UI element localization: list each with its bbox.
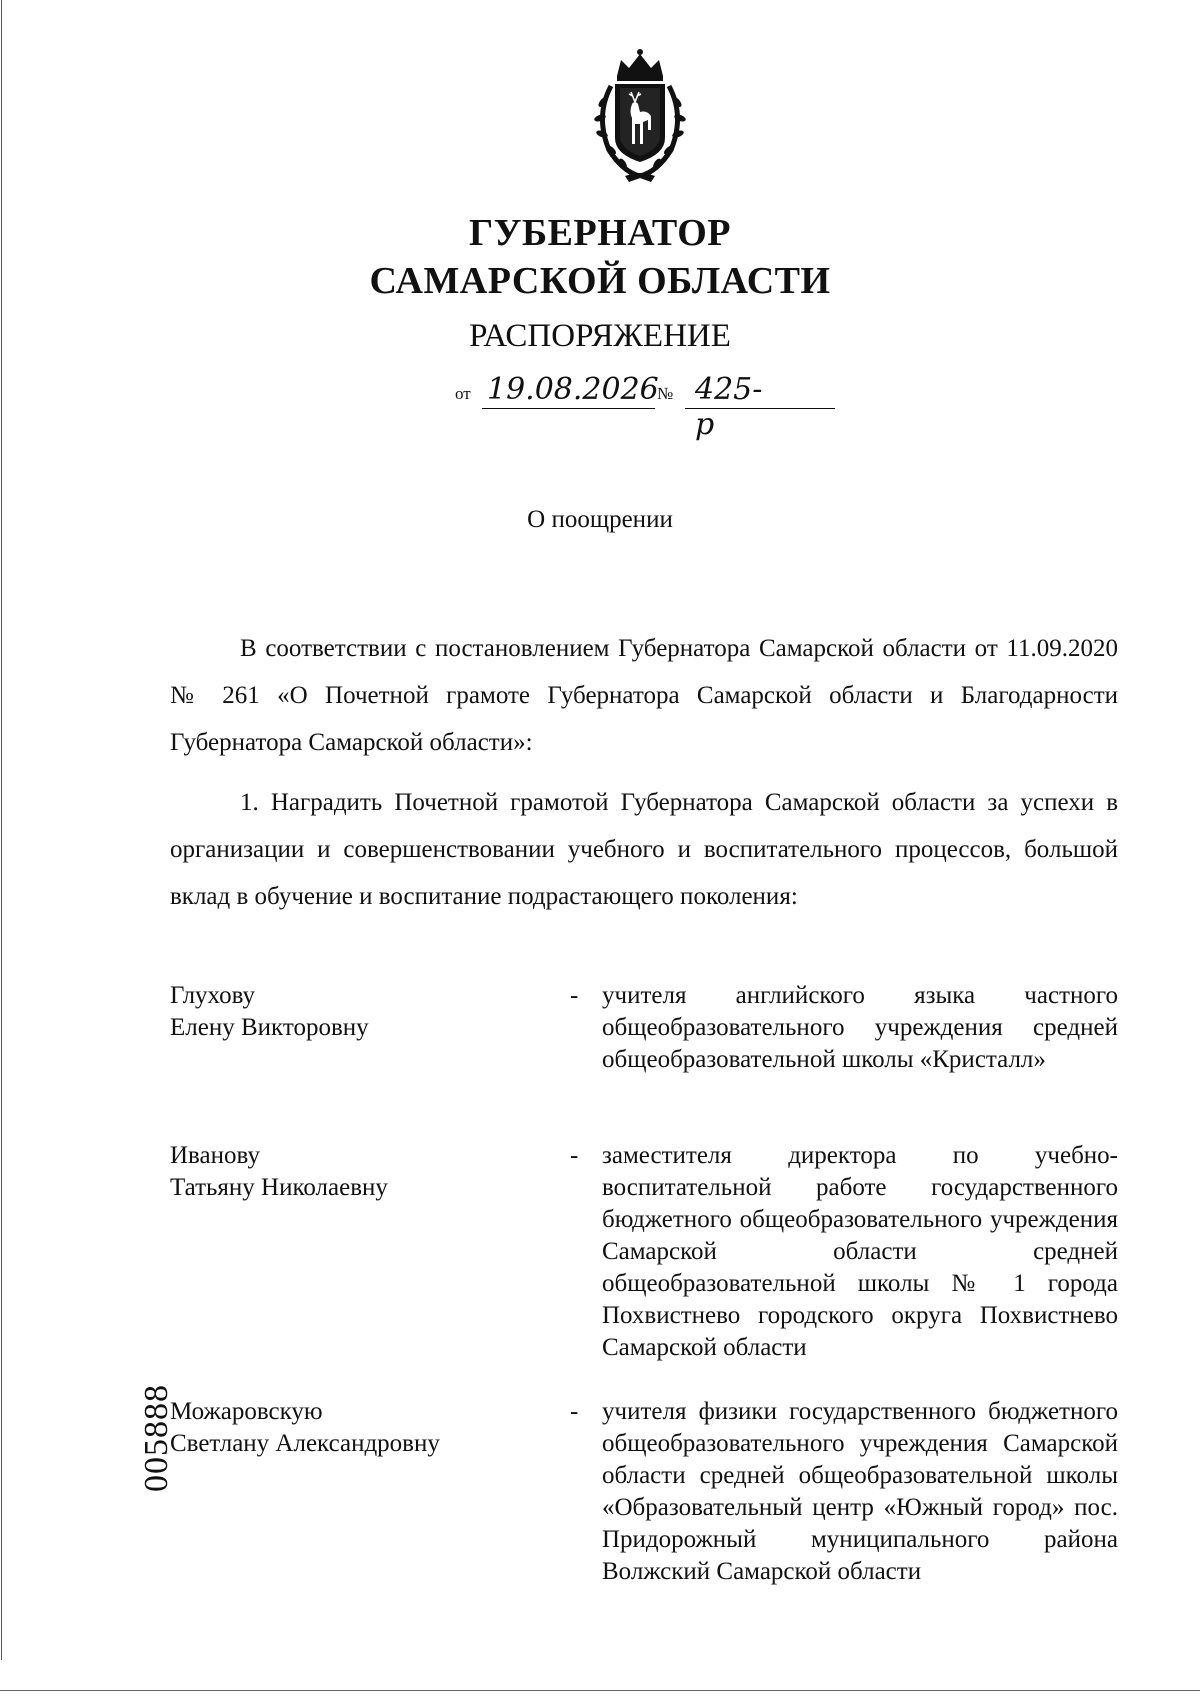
coat-of-arms-icon <box>585 46 695 186</box>
number-prefix: № <box>657 384 674 403</box>
awardee-surname: Можаровскую <box>170 1398 323 1425</box>
issuer-title-line2: САМАРСКОЙ ОБЛАСТИ <box>369 260 831 302</box>
scan-edge-bottom <box>0 1690 1200 1691</box>
awardee-description: учителя физики государственного бюджетного общеобразовательного учреждения Самарской области средней общеобразовательной школы «Образовательный центр «Южный город» пос. Придорожный муниципального района Волжский Самарской области <box>602 1398 1118 1585</box>
issuer-title-line1: ГУБЕРНАТОР <box>468 212 732 254</box>
awardee-description: заместителя директора по учебно-воспитательной работе государственного бюджетного общеобразовательного учреждения Самарской области средней общеобразовательной школы № 1 города Похвистнево городского округа Похвистнево Самарской области <box>602 1142 1118 1361</box>
handwritten-date: 19.08.2026 <box>487 372 659 407</box>
awardee-surname: Глухову <box>170 982 256 1009</box>
date-prefix: от <box>455 384 471 403</box>
awardee-dash: - <box>570 1142 579 1169</box>
award-paragraph: 1. Наградить Почетной грамотой Губернатора Самарской области за успехи в организации и совершенствовании учебного и воспитательного процессов, большой вклад в обучение и воспитание подрастающего поколения: <box>170 789 1118 910</box>
awardee-name <box>170 1396 550 1460</box>
awardee-given-names: Татьяну Николаевну <box>170 1174 388 1201</box>
awardee-given-names: Елену Викторовну <box>170 1014 369 1041</box>
document-type: РАСПОРЯЖЕНИЕ <box>469 318 731 354</box>
awardee-surname: Иванову <box>170 1142 260 1169</box>
awardee-given-names: Светлану Александровну <box>170 1430 440 1457</box>
awardee-description: учителя английского языка частного общеобразовательного учреждения средней общеобразовательной школы «Кристалл» <box>602 982 1118 1073</box>
preamble-paragraph: В соответствии с постановлением Губернатора Самарской области от 11.09.2020 № 261 «О Почетной грамоте Губернатора Самарской области и Благодарности Губернатора Самарской области»: <box>170 635 1118 756</box>
document-subject: О поощрении <box>527 506 673 533</box>
awardee-name <box>170 1140 550 1204</box>
date-underline <box>482 408 655 409</box>
awardee-dash: - <box>570 982 579 1009</box>
awardee-name <box>170 980 550 1044</box>
handwritten-number: 425-р <box>695 372 763 442</box>
awardee-dash: - <box>570 1398 579 1425</box>
serial-number: 005888 <box>138 1384 175 1492</box>
